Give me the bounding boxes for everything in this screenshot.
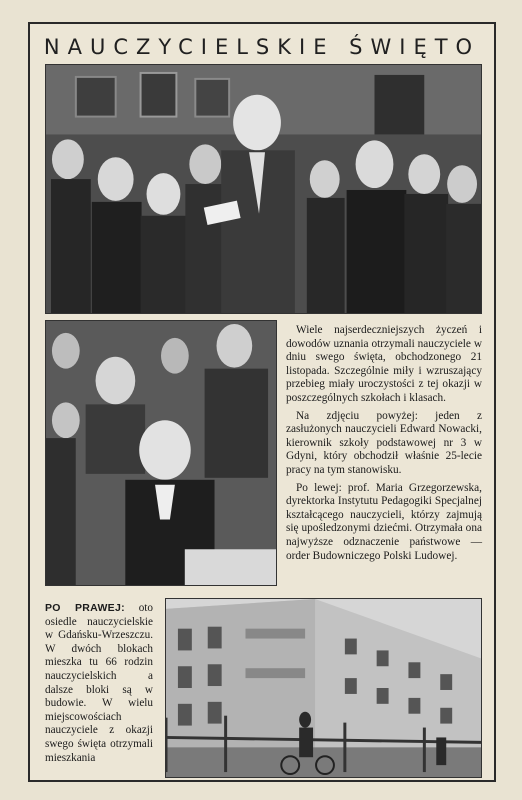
article-frame [28, 22, 496, 782]
caption-lead: PO PRAWEJ: [45, 602, 125, 614]
photo-teacher-with-students [45, 64, 482, 314]
article-text [286, 324, 482, 567]
caption-body: oto osiedle nauczycielskie w Gdańsku-Wrzeszczu. W dwóch blokach mieszka tu 66 rodzin nauczycielskich a dalsze bloki są w budowie. W wielu miejscowościach nauczyciele z okazji swego święta otrzymali mieszkania [45, 602, 153, 764]
article-paragraph: Wiele najserdeczniejszych życzeń i dowodów uznania otrzymali nauczyciele w dniu swego święta, obchodzonego 21 listopada. Szczególnie miły i wzruszający przebieg miały uroczystości z tej okazji w poszczególnych szkołach i klasach. [286, 324, 482, 404]
page-title: NAUCZYCIELSKIE ŚWIĘTO [43, 35, 481, 59]
article-paragraph: Po lewej: prof. Maria Grzegorzewska, dyrektorka Instytutu Pedagogiki Specjalnej kształcącego nauczycieli, którzy zajmują się upośledzonymi dziećmi. Otrzymała ona najwyższe odznaczenie państwowe — order Budowniczego Polski Ludowej. [286, 481, 482, 562]
article-paragraph: Na zdjęciu powyżej: jeden z zasłużonych nauczycieli Edward Nowacki, kierownik szkoły podstawowej nr 3 w Gdyni, który obchodził właśnie 25-lecie pracy na tym stanowisku. [286, 409, 482, 476]
left-caption [45, 602, 153, 765]
photo-teacher-housing [165, 598, 482, 778]
photo-maria-grzegorzewska [45, 320, 277, 586]
